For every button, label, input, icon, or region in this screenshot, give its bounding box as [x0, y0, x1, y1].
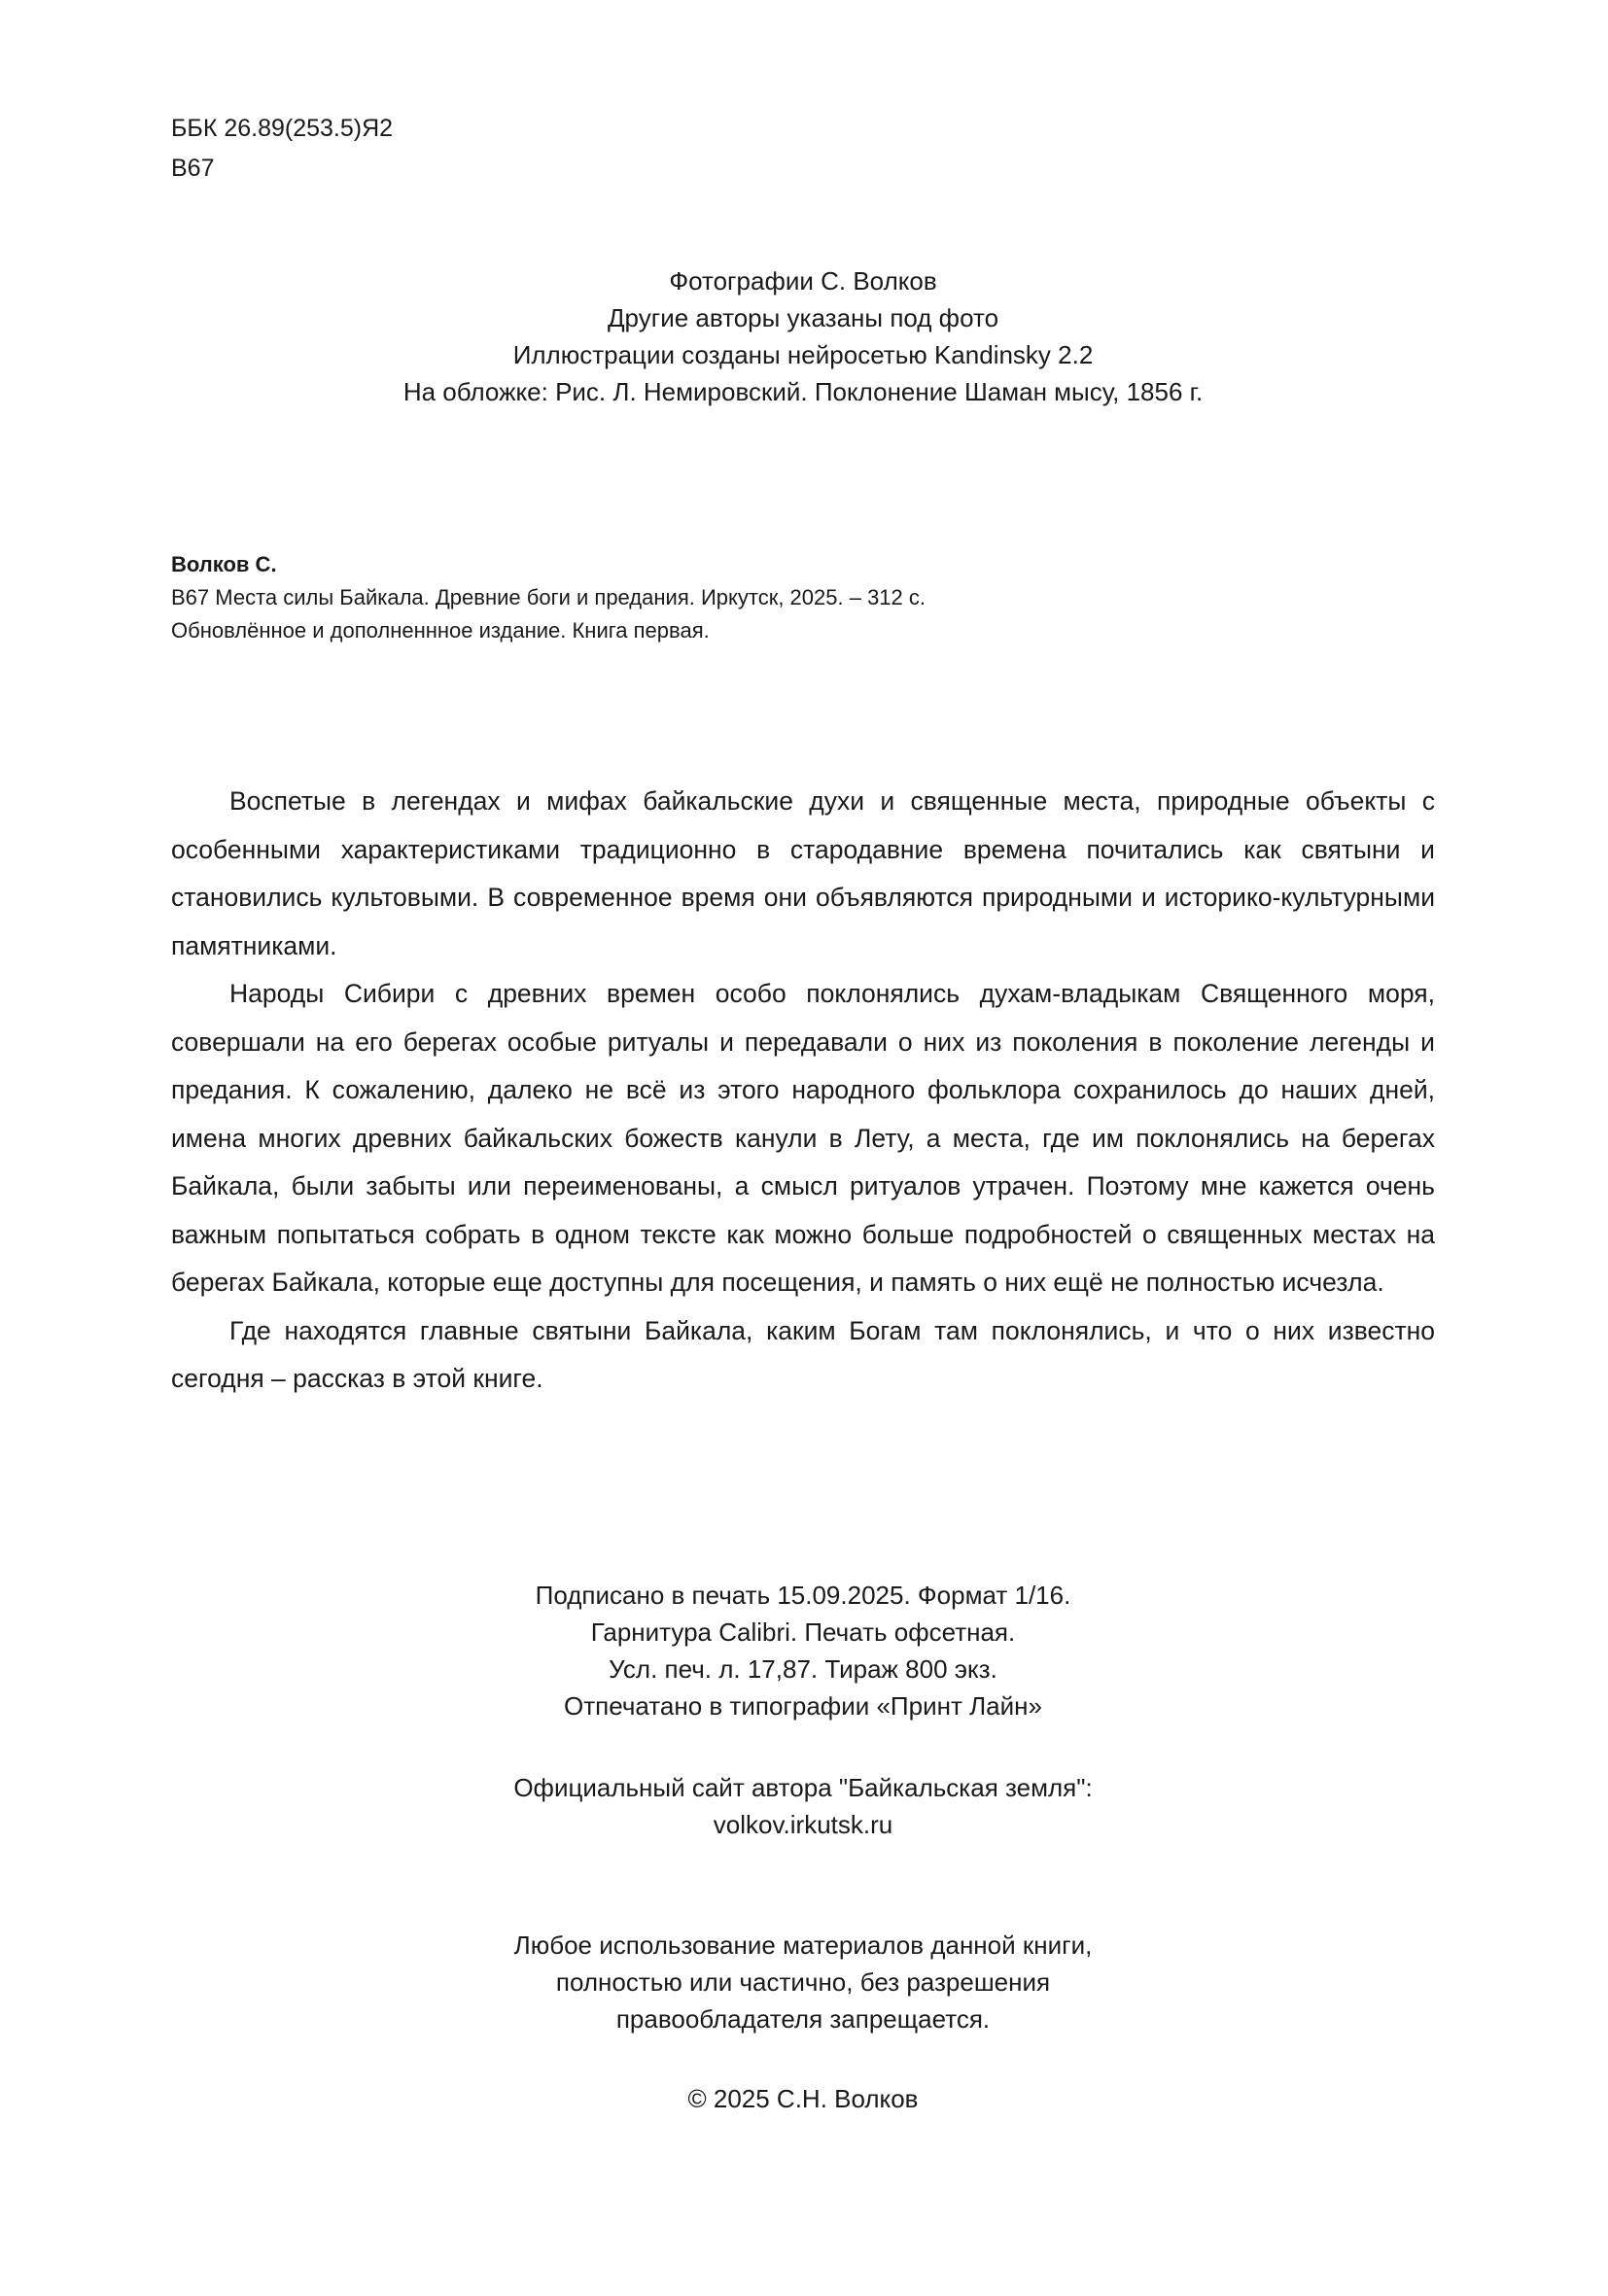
author-website	[171, 1769, 1435, 1843]
record-title-line: В67 Места силы Байкала. Древние боги и предания. Иркутск, 2025. – 312 с.	[171, 585, 926, 609]
rights-line: полностью или частично, без разрешения	[555, 1967, 1051, 1997]
copyright-line: © 2025 С.Н. Волков	[687, 2084, 919, 2113]
print-typeface: Гарнитура Calibri. Печать офсетная.	[590, 1618, 1016, 1647]
annotation-paragraph: Народы Сибири с древних времен особо поклонялись духам-владыкам Священного моря, совершали на его берегах особые ритуалы и передавали о них из поколения в поколение легенды и предания. К сожалению, далеко не всё из этого народного фольклора сохранилось до наших дней, имена многих древних байкальских божеств канули в Лету, а места, где им поклонялись на берегах Байкала, были забыты или переименованы, а смысл ритуалов утрачен. Поэтому мне кажется очень важным попытаться собрать в одном тексте как можно больше подробностей о священных местах на берегах Байкала, которые еще доступны для посещения, и память о них ещё не полностью исчезла.	[171, 979, 1435, 1297]
website-url[interactable]: volkov.irkutsk.ru	[713, 1810, 893, 1839]
credit-illustrations: Иллюстрации созданы нейросетью Kandinsky 2.2	[512, 340, 1094, 369]
annotation-paragraph: Где находятся главные святыни Байкала, каким Богам там поклонялись, и что о них известно сегодня – рассказ в этой книге.	[171, 1315, 1435, 1393]
record-edition-line: Обновлённое и дополненнное издание. Книга первая.	[171, 618, 710, 643]
print-sheets-run: Усл. печ. л. 17,87. Тираж 800 экз.	[609, 1654, 997, 1684]
rights-notice	[171, 1927, 1435, 2037]
print-house: Отпечатано в типографии «Принт Лайн»	[564, 1691, 1042, 1721]
website-label: Официальный сайт автора "Байкальская земля":	[513, 1773, 1093, 1802]
rights-line: Любое использование материалов данной книги,	[513, 1931, 1093, 1960]
credits-block	[171, 262, 1435, 410]
classification-block	[171, 109, 393, 189]
annotation	[171, 778, 1435, 1404]
print-details	[171, 1577, 1435, 1724]
record-author: Волков С.	[171, 552, 277, 576]
rights-line: правообладателя запрещается.	[615, 2004, 991, 2034]
bibliographic-record	[171, 548, 926, 647]
bbk-index: ББК 26.89(253.5)Я2	[171, 115, 394, 142]
credit-cover: На обложке: Рис. Л. Немировский. Поклонение Шаман мысу, 1856 г.	[402, 377, 1204, 406]
credit-photos: Фотографии С. Волков	[669, 266, 937, 296]
credit-other-authors: Другие авторы указаны под фото	[607, 303, 999, 332]
annotation-paragraph: Воспетые в легендах и мифах байкальские духи и священные места, природные объекты с особенными характеристиками традиционно в стародавние времена почитались как святыни и становились культовыми. В современное время они объявляются природными и историко-культурными памятниками.	[171, 786, 1435, 960]
print-signed-format: Подписано в печать 15.09.2025. Формат 1/16.	[535, 1581, 1071, 1610]
author-mark: В67	[171, 155, 215, 182]
